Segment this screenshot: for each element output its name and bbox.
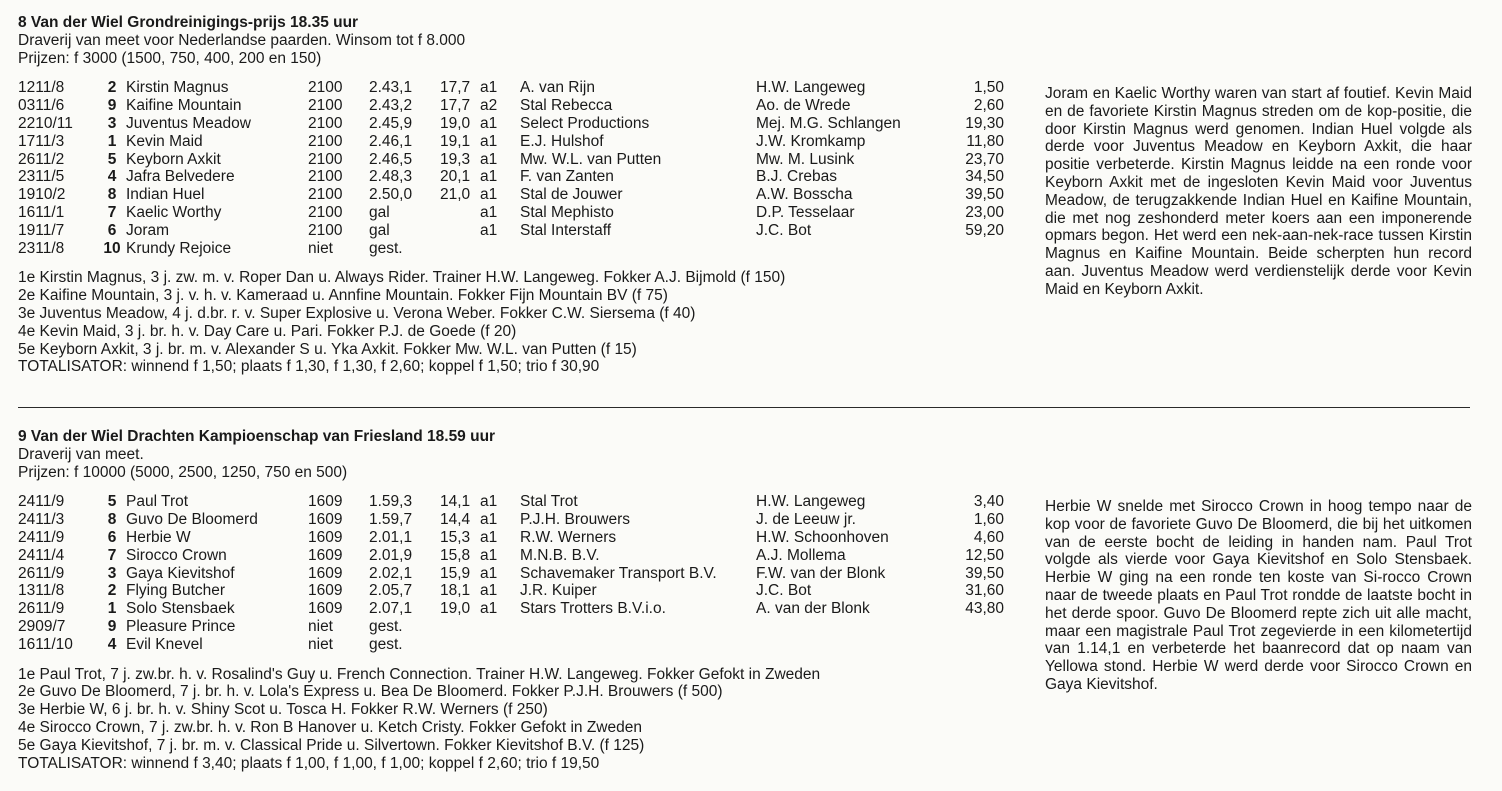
cell-time: 2.43,2 [369, 97, 413, 115]
cell-date: 2611/9 [18, 564, 65, 582]
race-comment: Joram en Kaelic Worthy waren van start af foutief. Kevin Maid en de favoriete Kirstin Magnus streden om de kop-positie, die door Kirstin Magnus werd genomen. Indian Huel volgde als derde voor Juventus Meadow en Keyborn Axkit, die haar positie verbeterde. Kirstin Magnus leidde na een ronde voor Keyborn Axkit met de ingesloten Kevin Maid voor Juventus Meadow, de terugzakkende Indian Huel en Kaifine Mountain, die met nog zeshonderd meter koers aan een imponerende opmars begon. Het werd een nek-aan-nek-race tussen Kirstin Magnus en Kaifine Mountain. Beide scherpten hun record aan. Juventus Meadow werd verdienstelijk derde voor Kevin Maid en Keyborn Axkit. [1045, 85, 1472, 298]
cell-date: 1311/8 [18, 582, 65, 600]
cell-pos: a1 [480, 564, 498, 582]
cell-driver: A.J. Mollema [756, 546, 846, 564]
cell-pos: a2 [480, 97, 498, 115]
cell-date: 1211/8 [18, 79, 65, 97]
cell-horse: Pleasure Prince [126, 617, 236, 635]
cell-owner: P.J.H. Brouwers [520, 511, 630, 529]
cell-driver: D.P. Tesselaar [756, 203, 855, 221]
cell-km: 18,1 [440, 582, 471, 600]
cell-dist: 2100 [308, 97, 343, 115]
cell-driver: A. van der Blonk [756, 600, 870, 618]
cell-pos: a1 [480, 511, 498, 529]
cell-horse: Sirocco Crown [126, 546, 227, 564]
cell-pos: a1 [480, 221, 498, 239]
cell-pos: a1 [480, 150, 498, 168]
cell-num: 6 [107, 221, 117, 239]
summary-line: 1e Paul Trot, 7 j. zw.br. h. v. Rosalind's Guy u. French Connection. Trainer H.W. Langeweg. Fokker Gefokt in Zweden [18, 665, 821, 683]
cell-odds: 2,60 [973, 97, 1004, 115]
cell-time: 2.48,3 [369, 168, 413, 186]
cell-owner: J.R. Kuiper [520, 582, 597, 600]
cell-owner: R.W. Werners [520, 528, 617, 546]
cell-date: 1611/1 [18, 203, 65, 221]
summary-line: 1e Kirstin Magnus, 3 j. zw. m. v. Roper Dan u. Always Rider. Trainer H.W. Langeweg. Fokker A.J. Bijmold (f 150) [18, 269, 786, 287]
race-title: 9 Van der Wiel Drachten Kampioenschap van Friesland 18.59 uur [18, 428, 496, 445]
cell-horse: Kirstin Magnus [126, 79, 229, 97]
race-conditions: Draverij van meet voor Nederlandse paarden. Winsom tot f 8.000 [18, 31, 466, 49]
section-divider [18, 407, 1470, 408]
cell-num: 4 [107, 635, 117, 653]
cell-horse: Kaifine Mountain [126, 97, 242, 115]
cell-odds: 3,40 [973, 493, 1004, 511]
cell-dist: 1609 [308, 600, 343, 618]
cell-num: 7 [107, 203, 117, 221]
cell-dist: 2100 [308, 132, 343, 150]
cell-dist: 2100 [308, 150, 343, 168]
cell-km: 19,1 [440, 132, 471, 150]
cell-date: 2311/5 [18, 168, 65, 186]
cell-num: 7 [107, 546, 117, 564]
cell-pos: a1 [480, 493, 498, 511]
summary-line: 5e Gaya Kievitshof, 7 j. br. m. v. Classical Pride u. Silvertown. Fokker Kievitshof B.V. (f 125) [18, 736, 645, 754]
cell-odds: 19,30 [965, 114, 1004, 132]
cell-num: 5 [107, 150, 117, 168]
cell-odds: 34,50 [965, 168, 1004, 186]
cell-odds: 39,50 [965, 564, 1004, 582]
cell-km: 19,0 [440, 114, 471, 132]
cell-time: 2.01,9 [369, 546, 413, 564]
cell-driver: H.W. Langeweg [756, 493, 866, 511]
cell-pos: a1 [480, 582, 498, 600]
cell-pos: a1 [480, 168, 498, 186]
cell-owner: Stars Trotters B.V.i.o. [520, 600, 666, 618]
cell-owner: M.N.B. B.V. [520, 546, 600, 564]
cell-dist: 1609 [308, 528, 343, 546]
cell-owner: E.J. Hulshof [520, 132, 604, 150]
totalisator-line: TOTALISATOR: winnend f 1,50; plaats f 1,30, f 1,30, f 2,60; koppel f 1,50; trio f 30,90 [18, 358, 600, 376]
cell-owner: Stal Trot [520, 493, 578, 511]
cell-date: 2411/9 [18, 528, 65, 546]
cell-dist: 2100 [308, 186, 343, 204]
cell-dist: 1609 [308, 493, 343, 511]
cell-horse: Herbie W [126, 528, 191, 546]
cell-time: gest. [369, 239, 403, 257]
cell-driver: Mej. M.G. Schlangen [756, 114, 901, 132]
cell-driver: Ao. de Wrede [756, 97, 851, 115]
cell-pos: a1 [480, 528, 498, 546]
cell-owner: A. van Rijn [520, 79, 595, 97]
cell-dist: 1609 [308, 511, 343, 529]
cell-dist: 2100 [308, 79, 343, 97]
cell-km: 14,4 [440, 511, 471, 529]
cell-time: 1.59,3 [369, 493, 413, 511]
cell-date: 2611/9 [18, 600, 65, 618]
cell-dist: niet [308, 617, 333, 635]
cell-km: 14,1 [440, 493, 471, 511]
cell-time: 2.46,1 [369, 132, 413, 150]
cell-horse: Paul Trot [126, 493, 189, 511]
cell-time: gest. [369, 617, 403, 635]
cell-dist: 2100 [308, 168, 343, 186]
cell-horse: Jafra Belvedere [126, 168, 235, 186]
cell-driver: H.W. Langeweg [756, 79, 866, 97]
cell-dist: 1609 [308, 582, 343, 600]
cell-driver: A.W. Bosscha [756, 186, 853, 204]
cell-owner: Stal Mephisto [520, 203, 614, 221]
cell-km: 19,0 [440, 600, 471, 618]
cell-horse: Juventus Meadow [126, 114, 251, 132]
cell-horse: Flying Butcher [126, 582, 226, 600]
cell-dist: niet [308, 239, 333, 257]
cell-num: 5 [107, 493, 117, 511]
cell-driver: F.W. van der Blonk [756, 564, 886, 582]
cell-num: 6 [107, 528, 117, 546]
cell-num: 3 [107, 114, 117, 132]
cell-owner: Stal Rebecca [520, 97, 613, 115]
cell-date: 1711/3 [18, 132, 65, 150]
cell-odds: 39,50 [965, 186, 1004, 204]
summary-line: 4e Sirocco Crown, 7 j. zw.br. h. v. Ron B Hanover u. Ketch Cristy. Fokker Gefokt in Zweden [18, 718, 642, 736]
cell-km: 15,8 [440, 546, 471, 564]
cell-driver: H.W. Schoonhoven [756, 528, 889, 546]
cell-driver: J. de Leeuw jr. [756, 511, 856, 529]
cell-odds: 1,60 [973, 511, 1004, 529]
summary-line: 2e Guvo De Bloomerd, 7 j. br. h. v. Lola's Express u. Bea De Bloomerd. Fokker P.J.H. Brouwers (f 500) [18, 683, 723, 701]
race-section-9 [18, 428, 1488, 772]
cell-horse: Evil Knevel [126, 635, 203, 653]
cell-pos: a1 [480, 132, 498, 150]
cell-km: 15,9 [440, 564, 471, 582]
cell-date: 2411/3 [18, 511, 65, 529]
cell-dist: 2100 [308, 114, 343, 132]
race-conditions: Draverij van meet. [18, 445, 144, 463]
cell-owner: Select Productions [520, 114, 650, 132]
summary-line: 4e Kevin Maid, 3 j. br. h. v. Day Care u. Pari. Fokker P.J. de Goede (f 20) [18, 322, 517, 340]
cell-num: 9 [107, 617, 117, 635]
cell-num: 2 [107, 582, 117, 600]
cell-driver: Mw. M. Lusink [756, 150, 855, 168]
cell-owner: Stal Interstaff [520, 221, 612, 239]
summary-line: 2e Kaifine Mountain, 3 j. v. h. v. Kameraad u. Annfine Mountain. Fokker Fijn Mountain BV (f 75) [18, 287, 668, 305]
cell-km: 17,7 [440, 79, 471, 97]
cell-km: 15,3 [440, 528, 471, 546]
cell-driver: J.C. Bot [756, 221, 812, 239]
cell-driver: J.W. Kromkamp [756, 132, 866, 150]
cell-odds: 23,70 [965, 150, 1004, 168]
cell-horse: Indian Huel [126, 186, 205, 204]
cell-num: 3 [107, 564, 117, 582]
cell-num: 1 [107, 132, 117, 150]
cell-km: 20,1 [440, 168, 471, 186]
cell-date: 2611/2 [18, 150, 65, 168]
race-prizes: Prijzen: f 10000 (5000, 2500, 1250, 750 en 500) [18, 463, 348, 481]
cell-date: 2909/7 [18, 617, 66, 635]
cell-odds: 23,00 [965, 203, 1004, 221]
cell-horse: Guvo De Bloomerd [126, 511, 258, 529]
cell-time: 2.45,9 [369, 114, 413, 132]
cell-dist: 2100 [308, 203, 343, 221]
race-section-8 [18, 14, 1488, 376]
cell-num: 4 [107, 168, 117, 186]
cell-dist: niet [308, 635, 333, 653]
cell-odds: 59,20 [965, 221, 1004, 239]
cell-dist: 1609 [308, 546, 343, 564]
cell-num: 1 [107, 600, 117, 618]
cell-pos: a1 [480, 79, 498, 97]
summary-line: 3e Juventus Meadow, 4 j. d.br. r. v. Super Explosive u. Verona Weber. Fokker C.W. Siersema (f 40) [18, 304, 696, 322]
totalisator-line: TOTALISATOR: winnend f 3,40; plaats f 1,00, f 1,00, f 1,00; koppel f 2,60; trio f 19,50 [18, 754, 600, 772]
cell-pos: a1 [480, 203, 498, 221]
cell-horse: Krundy Rejoice [126, 239, 232, 257]
cell-date: 2411/4 [18, 546, 65, 564]
race-prizes: Prijzen: f 3000 (1500, 750, 400, 200 en 150) [18, 49, 322, 67]
cell-time: 2.07,1 [369, 600, 413, 618]
cell-pos: a1 [480, 186, 498, 204]
cell-horse: Gaya Kievitshof [126, 564, 235, 582]
cell-date: 1910/2 [18, 186, 66, 204]
cell-num: 9 [107, 97, 117, 115]
cell-time: 1.59,7 [369, 511, 413, 529]
cell-date: 2411/9 [18, 493, 65, 511]
cell-time: gal [369, 221, 390, 239]
cell-horse: Keyborn Axkit [126, 150, 221, 168]
race-title: 8 Van der Wiel Grondreinigings-prijs 18.35 uur [18, 14, 359, 31]
cell-pos: a1 [480, 600, 498, 618]
cell-date: 2311/8 [18, 239, 65, 257]
cell-km: 21,0 [440, 186, 471, 204]
cell-date: 1911/7 [18, 221, 65, 239]
cell-time: 2.02,1 [369, 564, 413, 582]
cell-odds: 1,50 [973, 79, 1004, 97]
cell-num: 2 [107, 79, 117, 97]
cell-date: 2210/11 [18, 114, 73, 132]
cell-num: 10 [103, 239, 121, 257]
cell-horse: Kevin Maid [126, 132, 203, 150]
race-comment: Herbie W snelde met Sirocco Crown in hoog tempo naar de kop voor de favoriete Guvo De Bloomerd, die bij het uitkomen van de eerste bocht de leiding in handen nam. Paul Trot volgde als vierde voor Gaya Kievitshof en Solo Stensbaek. Herbie W ging na een ronde ten koste van Si-rocco Crown naar de tweede plaats en Paul Trot rondde de laatste bocht in het derde spoor. Guvo De Bloomerd repte zich uit alle macht, maar een magistrale Paul Trot zegevierde in een kilometertijd van 1.14,1 en verbeterde het baanrecord dat op naam van Yellowa stond. Herbie W werd derde voor Sirocco Crown en Gaya Kievitshof. [1045, 498, 1472, 693]
summary-line: 3e Herbie W, 6 j. br. h. v. Shiny Scot u. Tosca H. Fokker R.W. Werners (f 250) [18, 701, 548, 719]
cell-owner: Mw. W.L. van Putten [520, 150, 662, 168]
cell-horse: Kaelic Worthy [126, 203, 222, 221]
cell-odds: 43,80 [965, 600, 1004, 618]
cell-odds: 31,60 [965, 582, 1004, 600]
summary-line: 5e Keyborn Axkit, 3 j. br. m. v. Alexander S u. Yka Axkit. Fokker Mw. W.L. van Putten (f 15) [18, 340, 637, 358]
cell-num: 8 [107, 511, 117, 529]
cell-date: 0311/6 [18, 97, 65, 115]
cell-time: gest. [369, 635, 403, 653]
cell-time: 2.01,1 [369, 528, 413, 546]
cell-horse: Joram [126, 221, 170, 239]
cell-km: 17,7 [440, 97, 471, 115]
cell-time: 2.43,1 [369, 79, 413, 97]
cell-num: 8 [107, 186, 117, 204]
cell-odds: 12,50 [965, 546, 1004, 564]
cell-time: 2.50,0 [369, 186, 413, 204]
cell-driver: J.C. Bot [756, 582, 812, 600]
cell-date: 1611/10 [18, 635, 73, 653]
cell-dist: 1609 [308, 564, 343, 582]
cell-odds: 4,60 [973, 528, 1004, 546]
cell-owner: F. van Zanten [520, 168, 614, 186]
cell-time: gal [369, 203, 390, 221]
cell-dist: 2100 [308, 221, 343, 239]
cell-odds: 11,80 [966, 132, 1004, 150]
cell-time: 2.05,7 [369, 582, 413, 600]
cell-owner: Schavemaker Transport B.V. [520, 564, 717, 582]
cell-time: 2.46,5 [369, 150, 413, 168]
cell-horse: Solo Stensbaek [126, 600, 235, 618]
cell-owner: Stal de Jouwer [520, 186, 623, 204]
cell-pos: a1 [480, 546, 498, 564]
cell-pos: a1 [480, 114, 498, 132]
cell-km: 19,3 [440, 150, 471, 168]
cell-driver: B.J. Crebas [756, 168, 837, 186]
